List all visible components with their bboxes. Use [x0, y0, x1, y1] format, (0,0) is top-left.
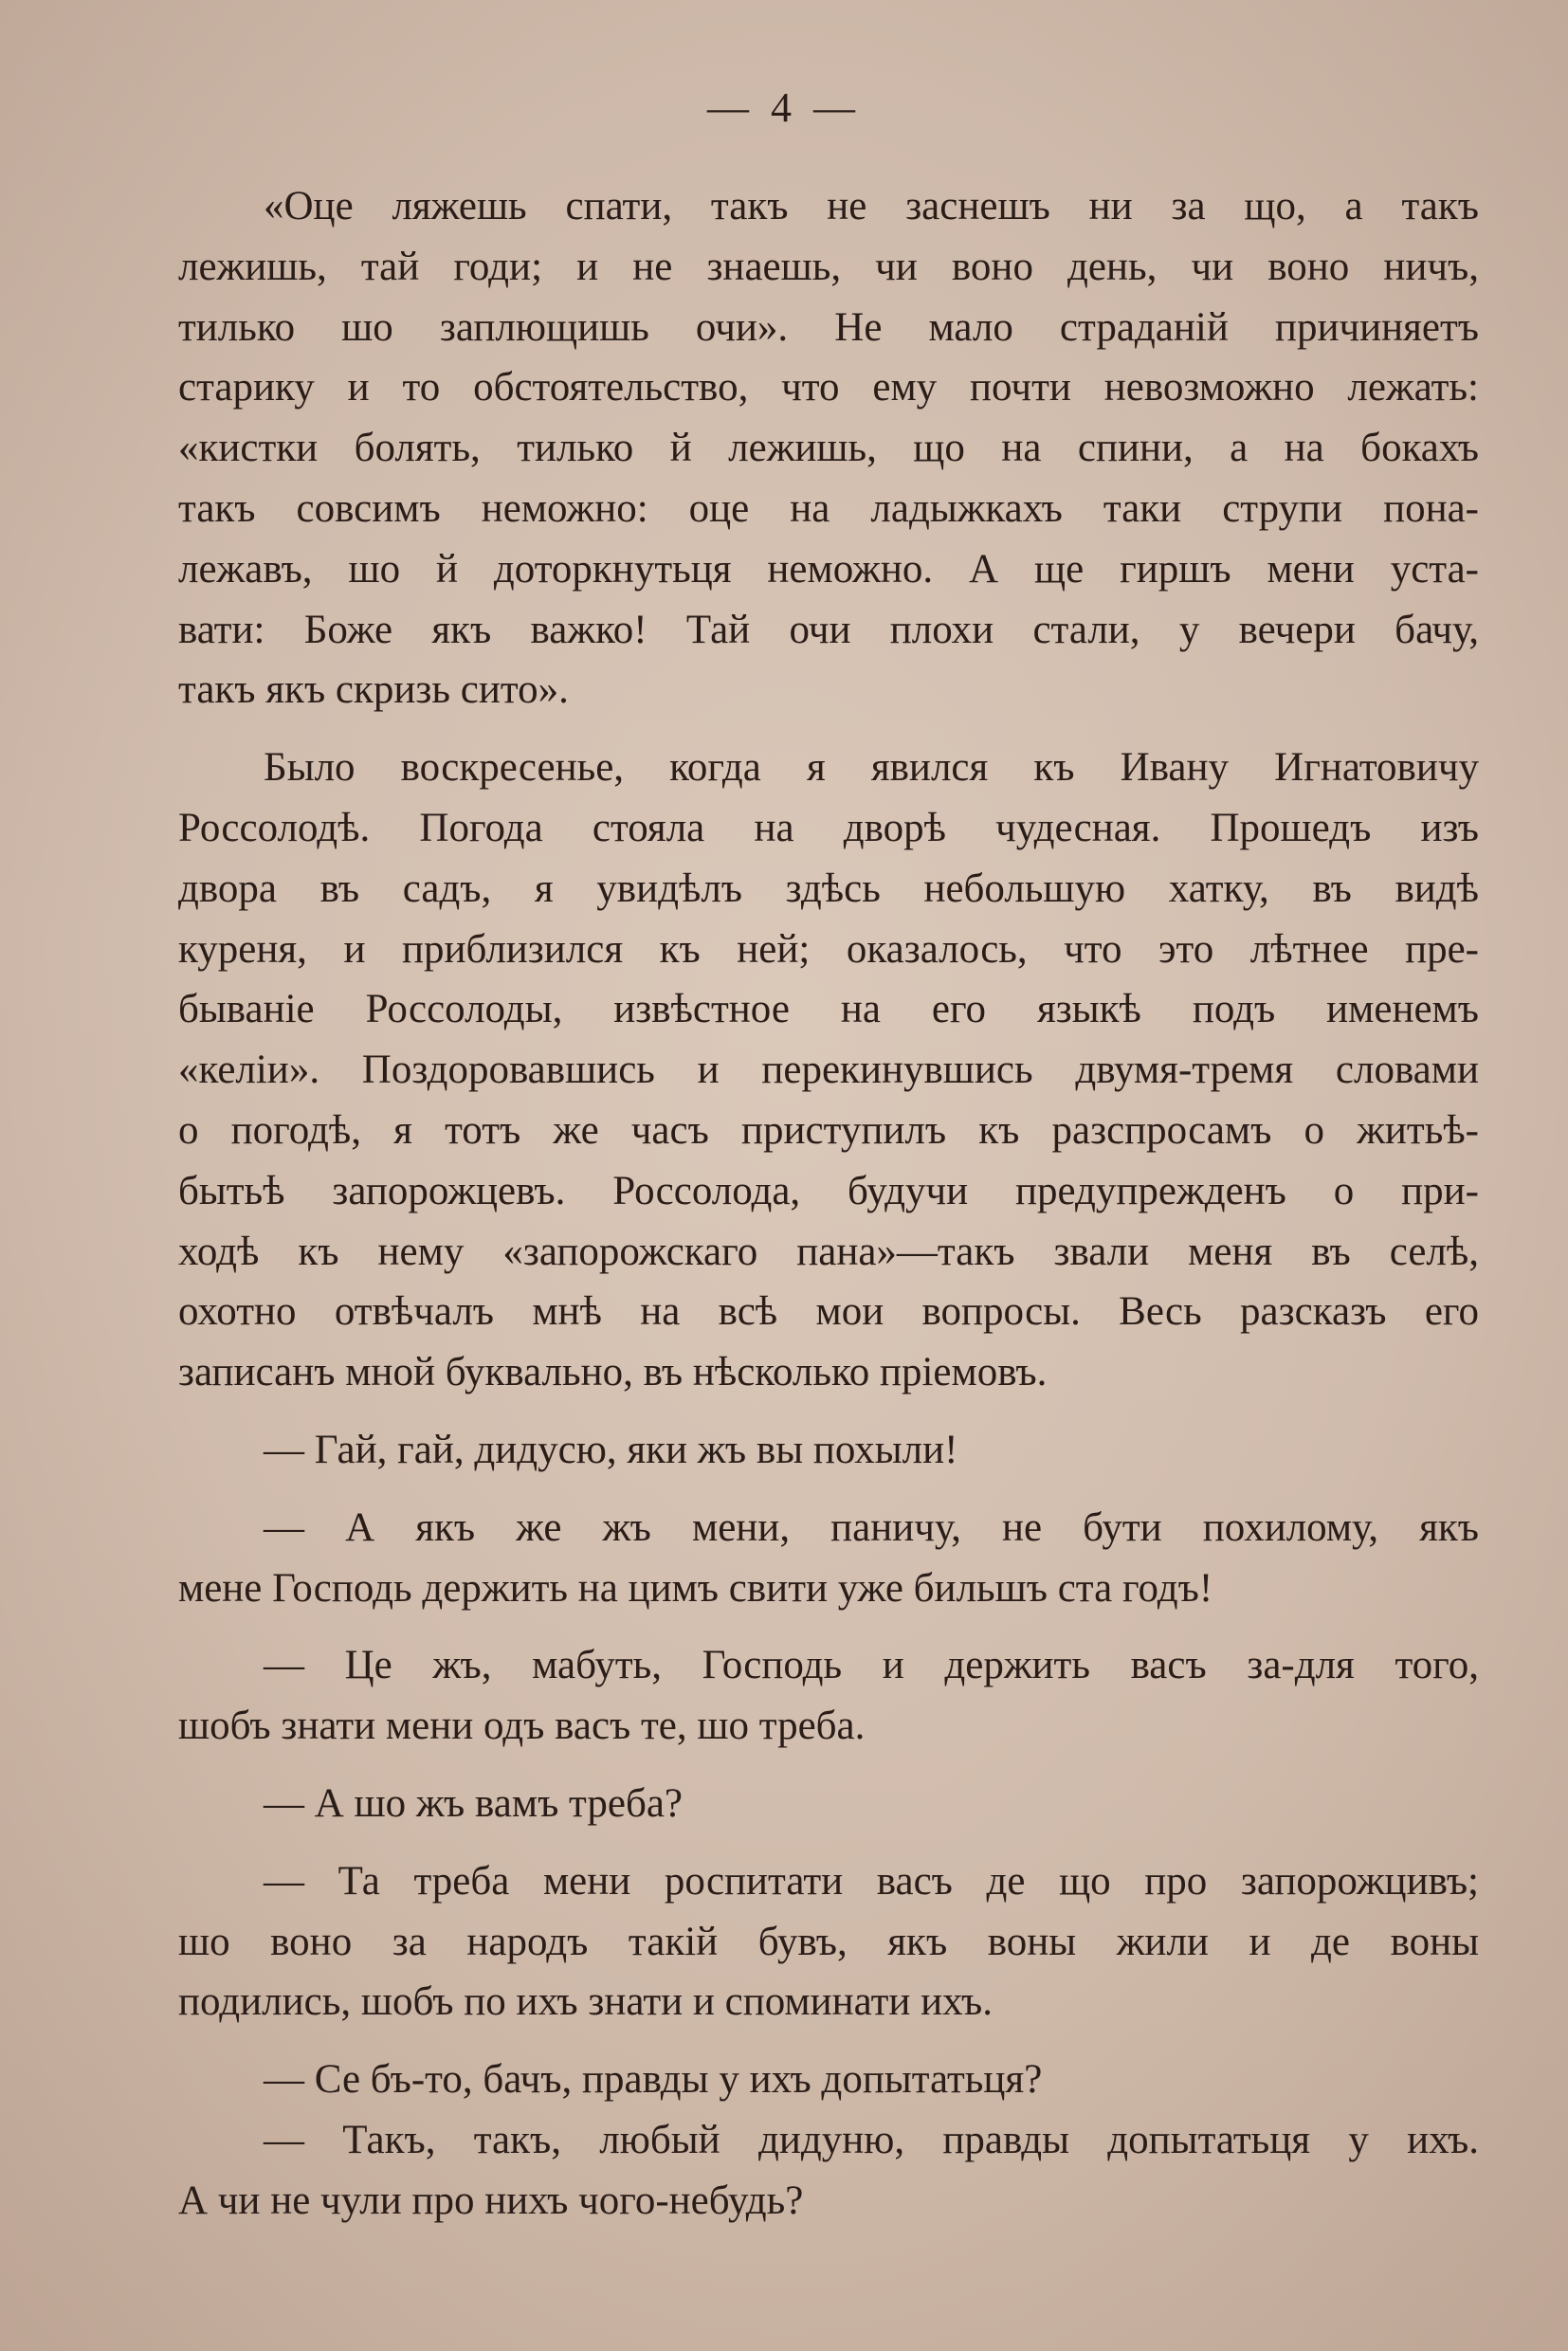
text-line: такъ якъ скризь сито». [178, 667, 569, 713]
text-line: А чи не чули про нихъ чого-небудь? [178, 2178, 804, 2223]
text-line: бытьѣ запорожцевъ. Россолода, будучи предупрежденъ о при- [178, 1168, 1479, 1213]
text-line: о погодѣ, я тотъ же часъ приступилъ къ разспросамъ о житьѣ- [178, 1107, 1479, 1153]
text-line: Было воскресенье, когда я явился къ Ивану Игнатовичу [264, 745, 1479, 791]
dialogue-line [178, 1774, 1479, 1834]
text-line: быванiе Россолоды, извѣстное на его языкѣ подъ именемъ [178, 987, 1479, 1032]
text-line: — Гай, гай, дидусю, яки жъ вы похыли! [264, 1427, 958, 1472]
text-line: двора въ садъ, я увидѣлъ здѣсь небольшую хатку, въ видѣ [178, 866, 1479, 911]
paragraph-1 [178, 176, 1479, 720]
dialogue-line [178, 2050, 1479, 2110]
text-line: — А шо жъ вамъ треба? [264, 1780, 684, 1826]
page-number: — 4 — [707, 84, 861, 131]
text-line: вати: Боже якъ важко! Тай очи плохи стали, у вечери бачу, [178, 607, 1479, 652]
text-line: — Такъ, такъ, любый дидуню, правды допытатьця у ихъ. [264, 2117, 1479, 2162]
text-line: — Се бъ-то, бачъ, правды у ихъ допытатьця? [264, 2057, 1043, 2103]
text-line: «кистки болять, тилько й лежишь, що на спини, а на бокахъ [178, 426, 1479, 471]
text-line: куреня, и приблизился къ ней; оказалось, что это лѣтнее пре- [178, 926, 1479, 972]
text-line: охотно отвѣчалъ мнѣ на всѣ мои вопросы. Весь разсказъ его [178, 1289, 1479, 1335]
text-line: лежавъ, шо й доторкнутьця неможно. А ще гиршъ мени уста- [178, 546, 1479, 592]
text-line: подились, шобъ по ихъ знати и споминати ихъ. [178, 1979, 994, 2025]
dialogue-line [178, 1420, 1479, 1481]
text-line: Россолодѣ. Погода стояла на дворѣ чудесная. Прошедъ изъ [178, 805, 1479, 850]
text-line: лежишь, тай годи; и не знаешь, чи воно день, чи воно ничъ, [178, 244, 1479, 289]
text-line: ходѣ къ нему «запорожскаго пана»—такъ звали меня въ селѣ, [178, 1229, 1479, 1274]
text-line: такъ совсимъ неможно: оце на ладыжкахъ таки струпи пона- [178, 485, 1479, 531]
dialogue-line [178, 1498, 1479, 1619]
text-line: мене Господь держить на цимъ свити уже бильшъ ста годъ! [178, 1565, 1213, 1611]
dialogue-line [178, 2110, 1479, 2232]
text-line: «Оце ляжешь спати, такъ не заснешъ ни за що, а такъ [264, 184, 1479, 228]
text-line: — Та треба мени роспитати васъ де що про запорожцивъ; [264, 1858, 1479, 1904]
text-line: шобъ знати мени одъ васъ те, шо треба. [178, 1704, 866, 1749]
text-line: — А якъ же жъ мени, паничу, не бути похилому, якъ [264, 1504, 1479, 1550]
text-line: записанъ мной буквально, въ нѣсколько прiемовъ. [178, 1350, 1048, 1395]
dialogue-line [178, 1635, 1479, 1757]
paragraph-2 [178, 738, 1479, 1403]
text-block [178, 176, 1479, 2232]
text-line: старику и то обстоятельство, что ему почти невозможно лежать: [178, 365, 1479, 410]
text-line: шо воно за народъ такiй бувъ, якъ воны жили и де воны [178, 1919, 1479, 1964]
text-line: тилько шо заплющишь очи». Не мало страданій причиняетъ [178, 304, 1479, 350]
text-line: — Це жъ, мабуть, Господь и держить васъ за-для того, [264, 1643, 1479, 1688]
text-line: «келiи». Поздоровавшись и перекинувшись двумя-тремя словами [178, 1048, 1479, 1093]
dialogue-line [178, 1851, 1479, 2032]
